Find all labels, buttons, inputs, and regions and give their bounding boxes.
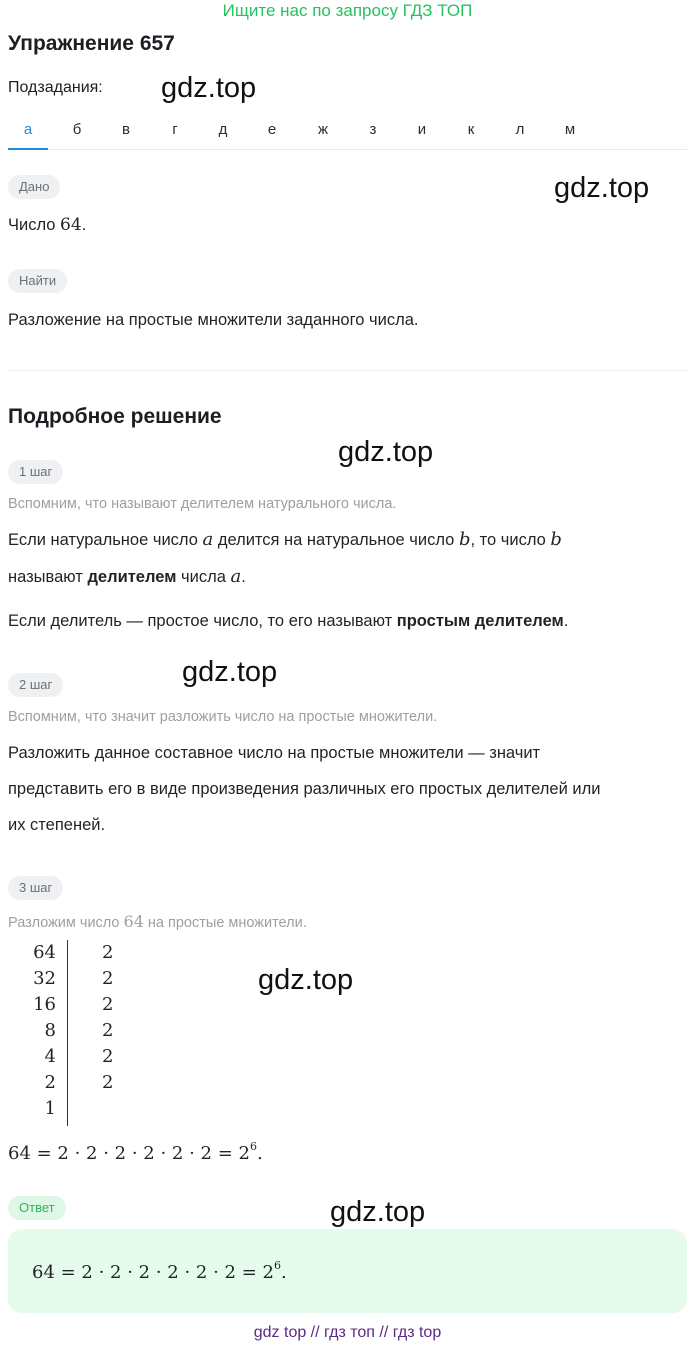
tab-zh[interactable]: ж [317,121,329,138]
given-suffix: . [81,216,87,234]
dividend-cell: 64 [33,942,56,963]
step1-l3-b: . [563,612,569,630]
step1-line1 [8,522,562,558]
answer-chip: Ответ [8,1196,66,1220]
dividend-cell: 2 [44,1072,56,1093]
watermark: gdz.top [330,1196,426,1228]
tab-k[interactable]: к [467,121,475,138]
find-text: Разложение на простые множители заданного числа. [8,311,419,329]
step1-l1-c: , то число [470,531,551,549]
footer-links [0,1324,695,1342]
find-chip: Найти [8,269,67,293]
tab-l[interactable]: л [515,121,525,138]
watermark: gdz.top [554,172,650,204]
var-a-2: a [230,566,242,587]
step2-chip: 2 шаг [8,673,63,697]
step1-l2-b: числа [176,568,231,586]
step3-formula [8,1140,263,1164]
factor-cell: 2 [102,1046,114,1067]
dividend-cell: 16 [33,994,56,1015]
var-b-2: b [550,529,562,550]
given-chip: Дано [8,175,60,199]
subtask-tabs [8,118,687,150]
divider [8,370,687,371]
subtasks-label: Подзадания: [8,79,103,96]
step3-hint-a: Разложим число [8,915,124,931]
factor-cell: 2 [102,968,114,989]
footer-link-3[interactable]: гдз top [392,1324,442,1341]
step1-l1-b: делится на натуральное число [213,531,459,549]
footer-separator: // [306,1324,325,1341]
solution-title: Подробное решение [8,405,222,428]
step1-l1-a: Если натуральное число [8,531,203,549]
step1-line3 [8,603,568,639]
step3-hint [8,912,307,931]
tab-v[interactable]: в [122,121,130,138]
given-number: 64 [60,215,82,235]
watermark: gdz.top [161,72,257,104]
dividend-cell: 4 [44,1046,56,1067]
given-text [8,207,86,243]
step3-chip: 3 шаг [8,876,63,900]
step1-line2 [8,559,246,595]
step2-line3: их степеней. [8,816,106,834]
factor-divider-line [67,940,68,1126]
tab-d[interactable]: д [218,121,228,138]
tab-a[interactable]: а [8,118,48,150]
step1-l2-c: . [241,568,246,586]
page-title: Упражнение 657 [8,32,175,55]
watermark: gdz.top [258,964,354,996]
watermark: gdz.top [338,436,434,468]
step3-formula-base: 64 = 2 · 2 · 2 · 2 · 2 · 2 = 2 [8,1143,250,1164]
given-prefix: Число [8,216,61,234]
dividend-cell: 8 [44,1020,56,1041]
factorization-table [20,940,130,1126]
step3-formula-exp: 6 [249,1140,257,1153]
answer-box [8,1229,687,1313]
tab-i[interactable]: и [417,121,427,138]
step1-l2-bold: делителем [87,568,177,586]
footer-separator: // [374,1324,393,1341]
step2-line1: Разложить данное составное число на простые множители — значит [8,744,541,762]
dividend-cell: 1 [44,1098,56,1119]
factor-cell: 2 [102,1072,114,1093]
var-b: b [458,529,471,550]
answer-formula-exp: 6 [273,1259,281,1272]
step3-hint-b: на простые множители. [143,915,307,931]
factor-column [102,940,122,1096]
dividend-column [20,940,56,1122]
factor-cell: 2 [102,1020,114,1041]
watermark: gdz.top [182,656,278,688]
step1-l3-a: Если делитель — простое число, то его называют [8,612,397,630]
tab-m[interactable]: м [564,121,576,138]
step1-chip: 1 шаг [8,460,63,484]
step3-hint-num: 64 [123,912,144,931]
dividend-cell: 32 [33,968,56,989]
step2-hint: Вспомним, что значит разложить число на простые множители. [8,709,438,725]
tab-z[interactable]: з [369,121,377,138]
answer-formula [32,1259,287,1283]
answer-formula-end: . [280,1262,287,1283]
top-banner: Ищите нас по запросу ГДЗ ТОП [222,1,473,20]
step1-l3-bold: простым делителем [396,612,564,630]
var-a: a [202,529,214,550]
tab-e[interactable]: е [267,121,277,138]
tab-g[interactable]: г [172,121,178,138]
step3-formula-end: . [256,1143,263,1164]
footer-link-2[interactable]: гдз топ [324,1324,375,1341]
step2-line2: представить его в виде произведения различных его простых делителей или [8,780,601,798]
step1-l2-a: называют [8,568,88,586]
step1-hint: Вспомним, что называют делителем натурального числа. [8,496,397,512]
factor-cell: 2 [102,942,114,963]
footer-link-1[interactable]: gdz top [253,1324,307,1341]
answer-formula-base: 64 = 2 · 2 · 2 · 2 · 2 · 2 = 2 [32,1262,274,1283]
tab-b[interactable]: б [72,121,82,138]
factor-cell: 2 [102,994,114,1015]
